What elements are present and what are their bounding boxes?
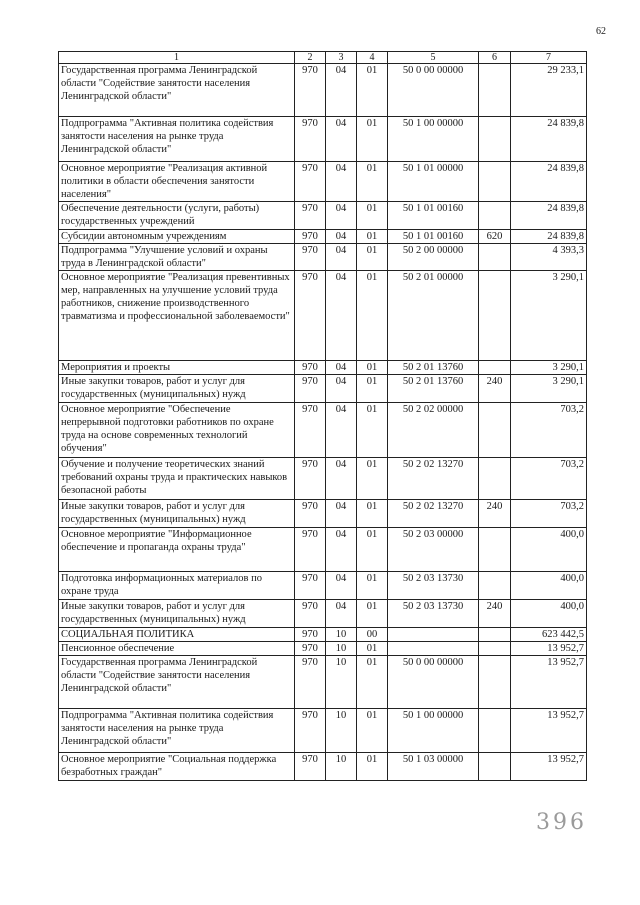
amount-cell: 13 952,7 <box>511 753 587 781</box>
section-cell: 04 <box>326 500 357 528</box>
column-header: 3 <box>326 52 357 64</box>
ministry-code-cell: 970 <box>295 361 326 375</box>
row-name-cell: Обеспечение деятельности (услуги, работы) государственных учреждений <box>59 202 295 230</box>
page-number: 62 <box>596 26 606 37</box>
amount-cell: 3 290,1 <box>511 375 587 403</box>
section-cell: 04 <box>326 458 357 500</box>
amount-cell: 29 233,1 <box>511 64 587 117</box>
target-article-cell: 50 1 00 00000 <box>388 709 479 753</box>
target-article-cell: 50 2 03 00000 <box>388 528 479 572</box>
section-cell: 04 <box>326 572 357 600</box>
table-row <box>59 361 587 375</box>
amount-cell: 4 393,3 <box>511 244 587 271</box>
target-article-cell: 50 2 00 00000 <box>388 244 479 271</box>
target-article-cell: 50 2 01 00000 <box>388 271 479 361</box>
table-row <box>59 375 587 403</box>
row-name-cell: Основное мероприятие "Реализация превентивных мер, направленных на улучшение условий труда работников, снижение производственного травматизма и профессиональной заболеваемости" <box>59 271 295 361</box>
amount-cell: 623 442,5 <box>511 628 587 642</box>
section-cell: 04 <box>326 271 357 361</box>
target-article-cell: 50 0 00 00000 <box>388 656 479 709</box>
target-article-cell: 50 1 01 00160 <box>388 230 479 244</box>
row-name-cell: Субсидии автономным учреждениям <box>59 230 295 244</box>
subsection-cell: 00 <box>357 628 388 642</box>
target-article-cell: 50 2 01 13760 <box>388 375 479 403</box>
subsection-cell: 01 <box>357 117 388 162</box>
ministry-code-cell: 970 <box>295 528 326 572</box>
row-name-cell: СОЦИАЛЬНАЯ ПОЛИТИКА <box>59 628 295 642</box>
table-row <box>59 271 587 361</box>
amount-cell: 400,0 <box>511 572 587 600</box>
section-cell: 10 <box>326 656 357 709</box>
subsection-cell: 01 <box>357 230 388 244</box>
section-cell: 04 <box>326 403 357 458</box>
ministry-code-cell: 970 <box>295 709 326 753</box>
section-cell: 04 <box>326 244 357 271</box>
amount-cell: 24 839,8 <box>511 230 587 244</box>
target-article-cell: 50 1 01 00000 <box>388 162 479 202</box>
expense-type-cell: 240 <box>479 375 511 403</box>
subsection-cell: 01 <box>357 753 388 781</box>
expense-type-cell <box>479 709 511 753</box>
ministry-code-cell: 970 <box>295 600 326 628</box>
ministry-code-cell: 970 <box>295 572 326 600</box>
table-row <box>59 230 587 244</box>
expense-type-cell <box>479 117 511 162</box>
subsection-cell: 01 <box>357 656 388 709</box>
expense-type-cell <box>479 458 511 500</box>
amount-cell: 13 952,7 <box>511 656 587 709</box>
target-article-cell: 50 2 03 13730 <box>388 600 479 628</box>
amount-cell: 400,0 <box>511 528 587 572</box>
row-name-cell: Основное мероприятие "Реализация активной политики в области обеспечения занятости населения" <box>59 162 295 202</box>
row-name-cell: Подпрограмма "Активная политика содействия занятости населения на рынке труда Ленинградской области" <box>59 117 295 162</box>
expense-type-cell <box>479 361 511 375</box>
expense-type-cell <box>479 244 511 271</box>
subsection-cell: 01 <box>357 528 388 572</box>
expense-type-cell <box>479 656 511 709</box>
subsection-cell: 01 <box>357 642 388 656</box>
stamp-number: 396 <box>536 810 587 835</box>
budget-table <box>58 51 587 781</box>
row-name-cell: Пенсионное обеспечение <box>59 642 295 656</box>
row-name-cell: Обучение и получение теоретических знаний требований охраны труда и практических навыков безопасной работы <box>59 458 295 500</box>
table-row <box>59 202 587 230</box>
table-row <box>59 162 587 202</box>
column-header: 7 <box>511 52 587 64</box>
row-name-cell: Подпрограмма "Улучшение условий и охраны труда в Ленинградской области" <box>59 244 295 271</box>
table-row <box>59 117 587 162</box>
ministry-code-cell: 970 <box>295 375 326 403</box>
expense-type-cell <box>479 642 511 656</box>
row-name-cell: Иные закупки товаров, работ и услуг для государственных (муниципальных) нужд <box>59 500 295 528</box>
target-article-cell <box>388 642 479 656</box>
amount-cell: 703,2 <box>511 500 587 528</box>
column-header: 6 <box>479 52 511 64</box>
row-name-cell: Мероприятия и проекты <box>59 361 295 375</box>
expense-type-cell <box>479 403 511 458</box>
column-header: 4 <box>357 52 388 64</box>
subsection-cell: 01 <box>357 709 388 753</box>
subsection-cell: 01 <box>357 162 388 202</box>
column-header: 2 <box>295 52 326 64</box>
section-cell: 04 <box>326 375 357 403</box>
section-cell: 10 <box>326 642 357 656</box>
table-row <box>59 403 587 458</box>
row-name-cell: Подготовка информационных материалов по охране труда <box>59 572 295 600</box>
ministry-code-cell: 970 <box>295 500 326 528</box>
table-row <box>59 642 587 656</box>
row-name-cell: Государственная программа Ленинградской области "Содействие занятости населения Ленинградской области" <box>59 64 295 117</box>
amount-cell: 703,2 <box>511 458 587 500</box>
table-row <box>59 709 587 753</box>
section-cell: 04 <box>326 64 357 117</box>
ministry-code-cell: 970 <box>295 117 326 162</box>
target-article-cell: 50 2 03 13730 <box>388 572 479 600</box>
ministry-code-cell: 970 <box>295 656 326 709</box>
amount-cell: 24 839,8 <box>511 162 587 202</box>
row-name-cell: Государственная программа Ленинградской области "Содействие занятости населения Ленинградской области" <box>59 656 295 709</box>
row-name-cell: Иные закупки товаров, работ и услуг для государственных (муниципальных) нужд <box>59 375 295 403</box>
subsection-cell: 01 <box>357 500 388 528</box>
target-article-cell: 50 1 00 00000 <box>388 117 479 162</box>
section-cell: 04 <box>326 230 357 244</box>
expense-type-cell <box>479 271 511 361</box>
amount-cell: 13 952,7 <box>511 642 587 656</box>
amount-cell: 13 952,7 <box>511 709 587 753</box>
section-cell: 04 <box>326 528 357 572</box>
expense-type-cell <box>479 528 511 572</box>
subsection-cell: 01 <box>357 572 388 600</box>
table-row <box>59 458 587 500</box>
ministry-code-cell: 970 <box>295 271 326 361</box>
amount-cell: 24 839,8 <box>511 117 587 162</box>
row-name-cell: Основное мероприятие "Социальная поддержка безработных граждан" <box>59 753 295 781</box>
table-header-row <box>59 52 587 64</box>
amount-cell: 3 290,1 <box>511 271 587 361</box>
table-row <box>59 528 587 572</box>
ministry-code-cell: 970 <box>295 230 326 244</box>
ministry-code-cell: 970 <box>295 628 326 642</box>
section-cell: 04 <box>326 202 357 230</box>
column-header: 5 <box>388 52 479 64</box>
table-row <box>59 572 587 600</box>
expense-type-cell <box>479 753 511 781</box>
expense-type-cell: 620 <box>479 230 511 244</box>
target-article-cell: 50 2 02 00000 <box>388 403 479 458</box>
subsection-cell: 01 <box>357 403 388 458</box>
table-row <box>59 628 587 642</box>
row-name-cell: Основное мероприятие "Обеспечение непрерывной подготовки работников по охране труда на основе современных технологий обучения" <box>59 403 295 458</box>
subsection-cell: 01 <box>357 361 388 375</box>
amount-cell: 24 839,8 <box>511 202 587 230</box>
table-row <box>59 64 587 117</box>
expense-type-cell <box>479 202 511 230</box>
section-cell: 04 <box>326 162 357 202</box>
expense-type-cell: 240 <box>479 600 511 628</box>
section-cell: 10 <box>326 709 357 753</box>
target-article-cell: 50 2 01 13760 <box>388 361 479 375</box>
subsection-cell: 01 <box>357 458 388 500</box>
table-row <box>59 600 587 628</box>
section-cell: 04 <box>326 361 357 375</box>
amount-cell: 400,0 <box>511 600 587 628</box>
amount-cell: 3 290,1 <box>511 361 587 375</box>
ministry-code-cell: 970 <box>295 244 326 271</box>
row-name-cell: Основное мероприятие "Информационное обеспечение и пропаганда охраны труда" <box>59 528 295 572</box>
section-cell: 10 <box>326 753 357 781</box>
section-cell: 10 <box>326 628 357 642</box>
subsection-cell: 01 <box>357 600 388 628</box>
target-article-cell <box>388 628 479 642</box>
ministry-code-cell: 970 <box>295 202 326 230</box>
target-article-cell: 50 1 01 00160 <box>388 202 479 230</box>
amount-cell: 703,2 <box>511 403 587 458</box>
subsection-cell: 01 <box>357 375 388 403</box>
row-name-cell: Иные закупки товаров, работ и услуг для государственных (муниципальных) нужд <box>59 600 295 628</box>
expense-type-cell: 240 <box>479 500 511 528</box>
table-row <box>59 244 587 271</box>
ministry-code-cell: 970 <box>295 753 326 781</box>
section-cell: 04 <box>326 600 357 628</box>
target-article-cell: 50 2 02 13270 <box>388 500 479 528</box>
subsection-cell: 01 <box>357 64 388 117</box>
subsection-cell: 01 <box>357 202 388 230</box>
target-article-cell: 50 2 02 13270 <box>388 458 479 500</box>
ministry-code-cell: 970 <box>295 458 326 500</box>
subsection-cell: 01 <box>357 271 388 361</box>
table-row <box>59 753 587 781</box>
row-name-cell: Подпрограмма "Активная политика содействия занятости населения на рынке труда Ленинградской области" <box>59 709 295 753</box>
target-article-cell: 50 1 03 00000 <box>388 753 479 781</box>
expense-type-cell <box>479 572 511 600</box>
expense-type-cell <box>479 64 511 117</box>
ministry-code-cell: 970 <box>295 642 326 656</box>
ministry-code-cell: 970 <box>295 162 326 202</box>
subsection-cell: 01 <box>357 244 388 271</box>
ministry-code-cell: 970 <box>295 403 326 458</box>
table-row <box>59 656 587 709</box>
target-article-cell: 50 0 00 00000 <box>388 64 479 117</box>
expense-type-cell <box>479 162 511 202</box>
ministry-code-cell: 970 <box>295 64 326 117</box>
table-row <box>59 500 587 528</box>
column-header: 1 <box>59 52 295 64</box>
expense-type-cell <box>479 628 511 642</box>
section-cell: 04 <box>326 117 357 162</box>
